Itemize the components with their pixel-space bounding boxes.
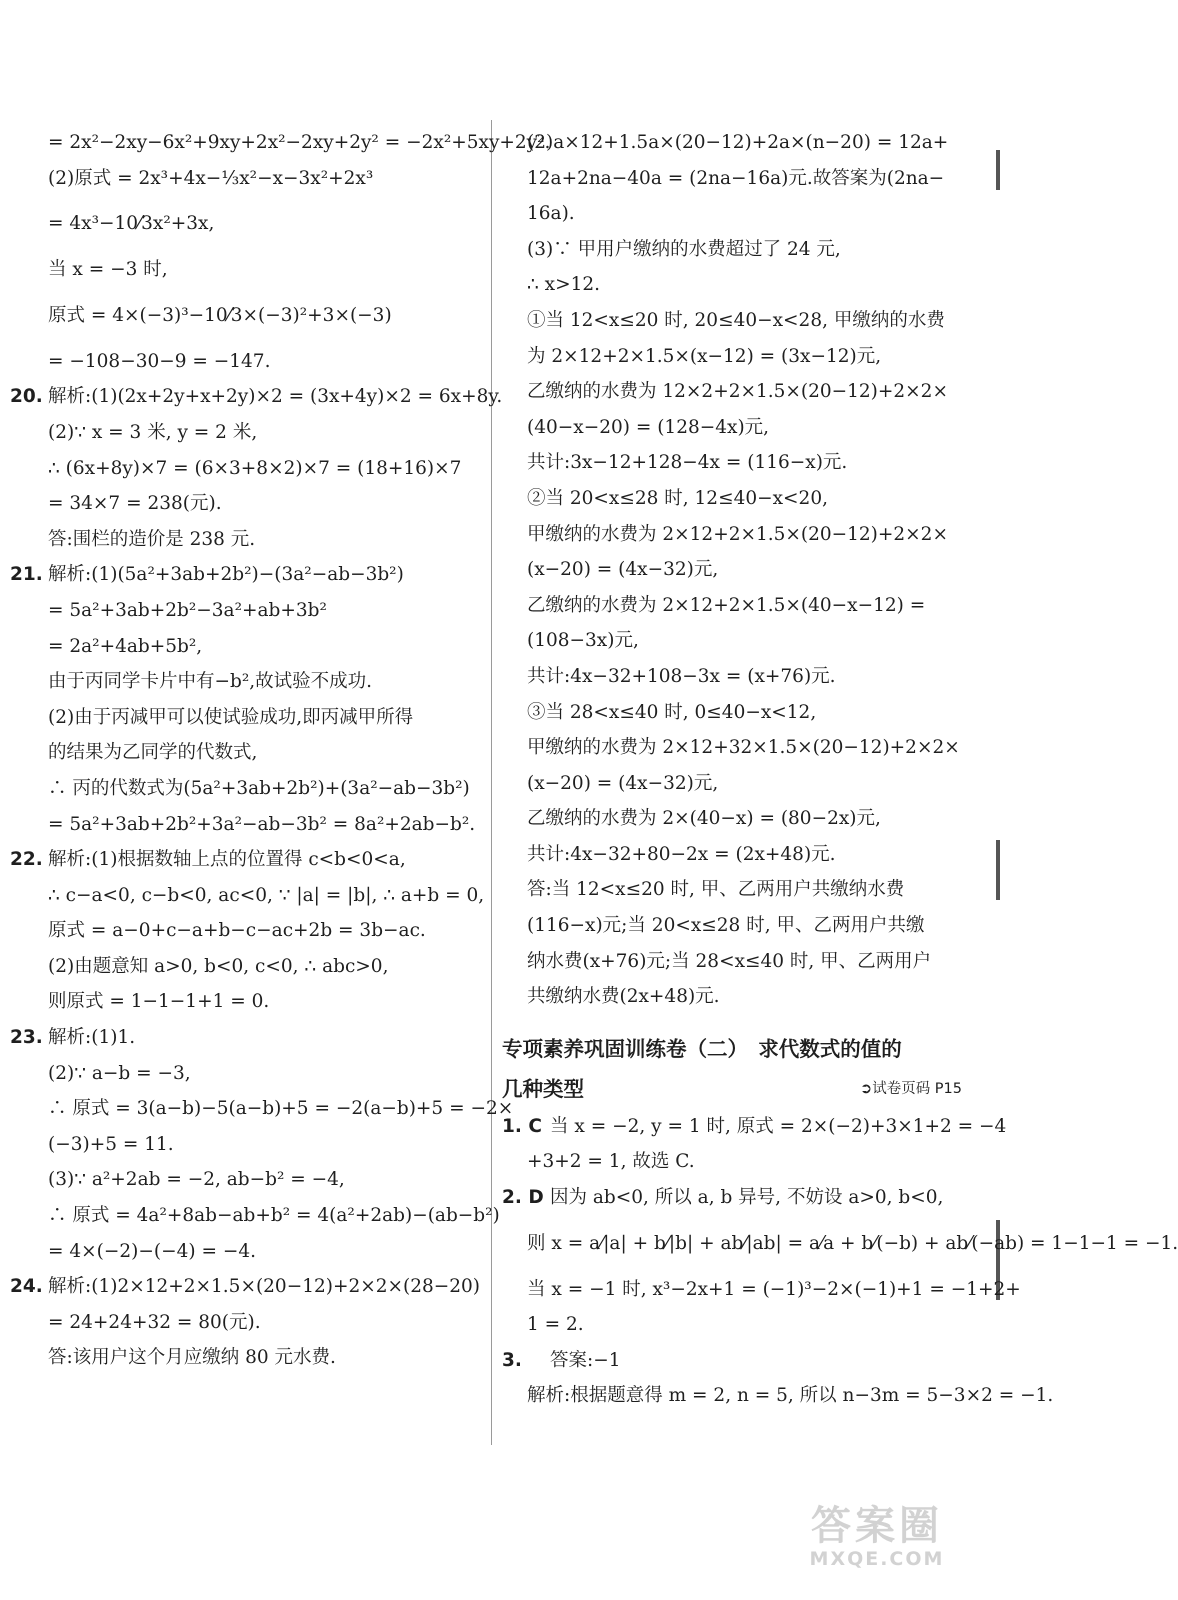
solution-line [10,700,480,736]
solution-line [10,735,480,771]
line-text: = 2a²+4ab+5b², [48,635,203,657]
line-text: 因为 ab<0, 所以 a, b 异号, 不妨设 a>0, b<0, [550,1187,944,1209]
solution-line [502,267,962,303]
solution-line [10,664,480,700]
line-text: 答:围栏的造价是 238 元. [48,528,256,550]
watermark-text: 答案圈 [811,1503,943,1549]
line-text: ∴ 丙的代数式为(5a²+3ab+2b²)+(3a²−ab−3b²) [48,777,470,799]
solution-line [502,872,962,908]
line-text: (2)∵ a−b = −3, [48,1062,191,1084]
line-text: (x−20) = (4x−32)元, [527,559,719,581]
line-text: (2)∵ x = 3 米, y = 2 米, [48,421,258,443]
problem-number: 22. [10,849,43,871]
line-text: = 5a²+3ab+2b²−3a²+ab+3b² [48,599,327,621]
solution-line [502,196,962,232]
solution-line [502,1307,962,1343]
solution-line [502,623,962,659]
line-text: (40−x−20) = (128−4x)元, [527,416,770,438]
solution-line [502,1272,1021,1308]
line-text: ∴ (6x+8y)×7 = (6×3+8×2)×7 = (18+16)×7 [48,457,462,479]
line-text: 乙缴纳的水费为 2×12+2×1.5×(40−x−12) = [527,594,926,616]
section-title: 专项素养巩固训练卷（二） 求代数式的值的 [502,1036,902,1061]
section-title-line2: 几种类型 [502,1076,584,1101]
solution-line [502,944,962,980]
solution-line [10,593,480,629]
line-text: 解析:(1)(5a²+3ab+2b²)−(3a²−ab−3b²) [48,564,404,586]
line-text: 答:当 12<x≤20 时, 甲、乙两用户共缴纳水费 [527,879,905,901]
line-text: (108−3x)元, [527,630,639,652]
page-edge-mark [996,840,1000,900]
line-text: (−3)+5 = 11. [48,1133,174,1155]
line-text: 当 x = −2, y = 1 时, 原式 = 2×(−2)+3×1+2 = −4 [550,1115,1007,1137]
solution-line [502,588,962,624]
solution-line [502,517,962,553]
line-text: = −108−30−9 = −147. [48,350,271,372]
solution-line [502,232,962,268]
solution-line [10,196,480,252]
solution-line [10,1162,480,1198]
line-text: 为 2×12+2×1.5×(x−12) = (3x−12)元, [527,345,882,367]
solution-line [10,1091,514,1127]
line-text: +3+2 = 1, 故选 C. [527,1151,695,1173]
line-text: = 2x²−2xy−6x²+9xy+2x²−2xy+2y² = −2x²+5xy+2y². [48,132,551,153]
line-text: 解析:根据题意得 m = 2, n = 5, 所以 n−3m = 5−3×2 = −1. [527,1385,1054,1407]
solution-line [10,486,480,522]
solution-line [10,1340,480,1376]
section-heading [502,1029,962,1069]
line-text: 纳水费(x+76)元;当 28<x≤40 时, 甲、乙两用户 [527,950,932,972]
solution-line [502,552,962,588]
right-column [502,125,1178,1414]
problem-number: 2. D [502,1187,544,1209]
line-text: 12a+2na−40a = (2na−16a)元.故答案为(2na− [527,167,945,189]
line-text: = 4×(−2)−(−4) = −4. [48,1240,256,1262]
problem-number: 3. [502,1349,522,1371]
solution-line [502,410,962,446]
solution-line [502,1144,962,1180]
line-text: 甲缴纳的水费为 2×12+2×1.5×(20−12)+2×2× [527,523,948,545]
solution-line [502,766,962,802]
line-text: ∴ c−a<0, c−b<0, ac<0, ∵ |a| = |b|, ∴ a+b = 0, [48,884,485,906]
line-text: 乙缴纳的水费为 2×(40−x) = (80−2x)元, [527,808,881,830]
line-text: 解析:(1)1. [48,1027,136,1049]
problem-line [10,379,503,415]
solution-line [502,837,962,873]
problem-line [502,1109,1007,1145]
line-text: (3)∵ 甲用户缴纳的水费超过了 24 元, [527,238,841,260]
solution-line [502,908,962,944]
problem-line [502,1343,962,1379]
line-text: = 4x³−10⁄3x²+3x, [48,213,215,235]
section-page-ref: ➲试卷页码 P15 [860,1080,962,1097]
solution-line [10,1234,480,1270]
solution-line [10,451,480,487]
solution-line [10,1127,480,1163]
problem-line [502,1180,962,1216]
line-text: 由于丙同学卡片中有−b²,故试验不成功. [48,671,373,693]
solution-line [10,771,480,807]
solution-line [10,1305,480,1341]
line-text: 乙缴纳的水费为 12×2+2×1.5×(20−12)+2×2× [527,381,948,403]
solution-line [10,1198,500,1234]
problem-line [10,842,480,878]
line-text: 共计:4x−32+108−3x = (x+76)元. [527,665,836,687]
watermark-logo [792,1504,962,1582]
solution-line [10,807,480,843]
line-text: 16a). [527,203,575,225]
line-text: (2)a×12+1.5a×(20−12)+2a×(n−20) = 12a+ [527,132,949,153]
line-text: ③当 28<x≤40 时, 0≤40−x<12, [527,701,817,723]
solution-line [10,288,480,344]
line-text: (2)由题意知 a>0, b<0, c<0, ∴ abc>0, [48,955,389,977]
solution-line [502,339,962,375]
line-text: 解析:(1)根据数轴上点的位置得 c<b<0<a, [48,849,406,871]
line-text: 原式 = a−0+c−a+b−c−ac+2b = 3b−ac. [48,920,426,942]
solution-line [502,374,962,410]
solution-line [502,659,962,695]
solution-line [502,1378,1054,1414]
column-divider [491,120,492,1445]
problem-line [10,1269,480,1305]
right-solutions-section2 [502,1109,1178,1414]
line-text: 答案:−1 [550,1349,621,1371]
solution-line [502,801,962,837]
line-text: 共计:4x−32+80−2x = (2x+48)元. [527,843,836,865]
line-text: 当 x = −3 时, [48,259,168,281]
line-text: 1 = 2. [527,1314,584,1336]
solution-line [502,303,962,339]
line-text: ①当 12<x≤20 时, 20≤40−x<28, 甲缴纳的水费 [527,309,945,331]
problem-number: 1. C [502,1115,542,1137]
line-text: (116−x)元;当 20<x≤28 时, 甲、乙两用户共缴 [527,915,925,937]
line-text: (2)由于丙减甲可以使试验成功,即丙减甲所得 [48,706,414,728]
right-solutions-continued [502,125,962,1015]
problem-line [10,557,480,593]
line-text: ∴ 原式 = 3(a−b)−5(a−b)+5 = −2(a−b)+5 = −2× [48,1098,514,1120]
line-text: 解析:(1)2×12+2×1.5×(20−12)+2×2×(28−20) [48,1276,481,1298]
line-text: = 24+24+32 = 80(元). [48,1311,261,1333]
line-text: 答:该用户这个月应缴纳 80 元水费. [48,1347,336,1369]
solution-line [10,252,480,288]
line-text: 则 x = a⁄|a| + b⁄|b| + ab⁄|ab| = a⁄a + b⁄(−b) + ab⁄(−ab) = 1−1−1 = −1. [527,1232,1178,1254]
solution-line [502,161,962,197]
solution-line [502,1216,1178,1272]
problem-line [10,1020,480,1056]
solution-line [502,125,962,161]
line-text: ②当 20<x≤28 时, 12≤40−x<20, [527,487,828,509]
line-text: = 34×7 = 238(元). [48,493,222,515]
page-edge-mark [996,150,1000,190]
line-text: (2)原式 = 2x³+4x−⅓x²−x−3x²+2x³ [48,167,374,189]
solution-line [502,695,962,731]
line-text: (x−20) = (4x−32)元, [527,772,719,794]
solution-line [10,629,480,665]
solution-line [502,481,962,517]
line-text: 原式 = 4×(−3)³−10⁄3×(−3)²+3×(−3) [48,304,392,326]
line-text: = 5a²+3ab+2b²+3a²−ab−3b² = 8a²+2ab−b². [48,813,476,835]
line-text: ∴ x>12. [527,274,601,296]
line-text: 当 x = −1 时, x³−2x+1 = (−1)³−2×(−1)+1 = −1+2+ [527,1278,1021,1300]
line-text: 共缴纳水费(2x+48)元. [527,986,720,1008]
problem-number: 21. [10,564,43,586]
solution-line [10,913,480,949]
solution-line [10,984,480,1020]
line-text: 共计:3x−12+128−4x = (116−x)元. [527,452,848,474]
solution-line [502,730,962,766]
solution-line [502,979,962,1015]
solution-line [10,1056,480,1092]
problem-number: 23. [10,1027,43,1049]
solution-line [10,161,480,197]
section-heading-row2 [502,1069,962,1109]
watermark-url: MXQE.COM [809,1548,945,1570]
solution-line [10,878,485,914]
line-text: (3)∵ a²+2ab = −2, ab−b² = −4, [48,1169,345,1191]
solution-line [10,344,480,380]
line-text: ∴ 原式 = 4a²+8ab−ab+b² = 4(a²+2ab)−(ab−b²) [48,1205,500,1227]
line-text: 的结果为乙同学的代数式, [48,742,258,764]
line-text: 则原式 = 1−1−1+1 = 0. [48,991,270,1013]
solution-line [10,949,480,985]
problem-number: 24. [10,1276,43,1298]
line-text: 解析:(1)(2x+2y+x+2y)×2 = (3x+4y)×2 = 6x+8y. [48,386,503,408]
solution-line [10,125,551,161]
line-text: 甲缴纳的水费为 2×12+32×1.5×(20−12)+2×2× [527,737,960,759]
solution-line [10,522,480,558]
solution-line [502,445,962,481]
problem-number: 20. [10,386,43,408]
solution-line [10,415,480,451]
